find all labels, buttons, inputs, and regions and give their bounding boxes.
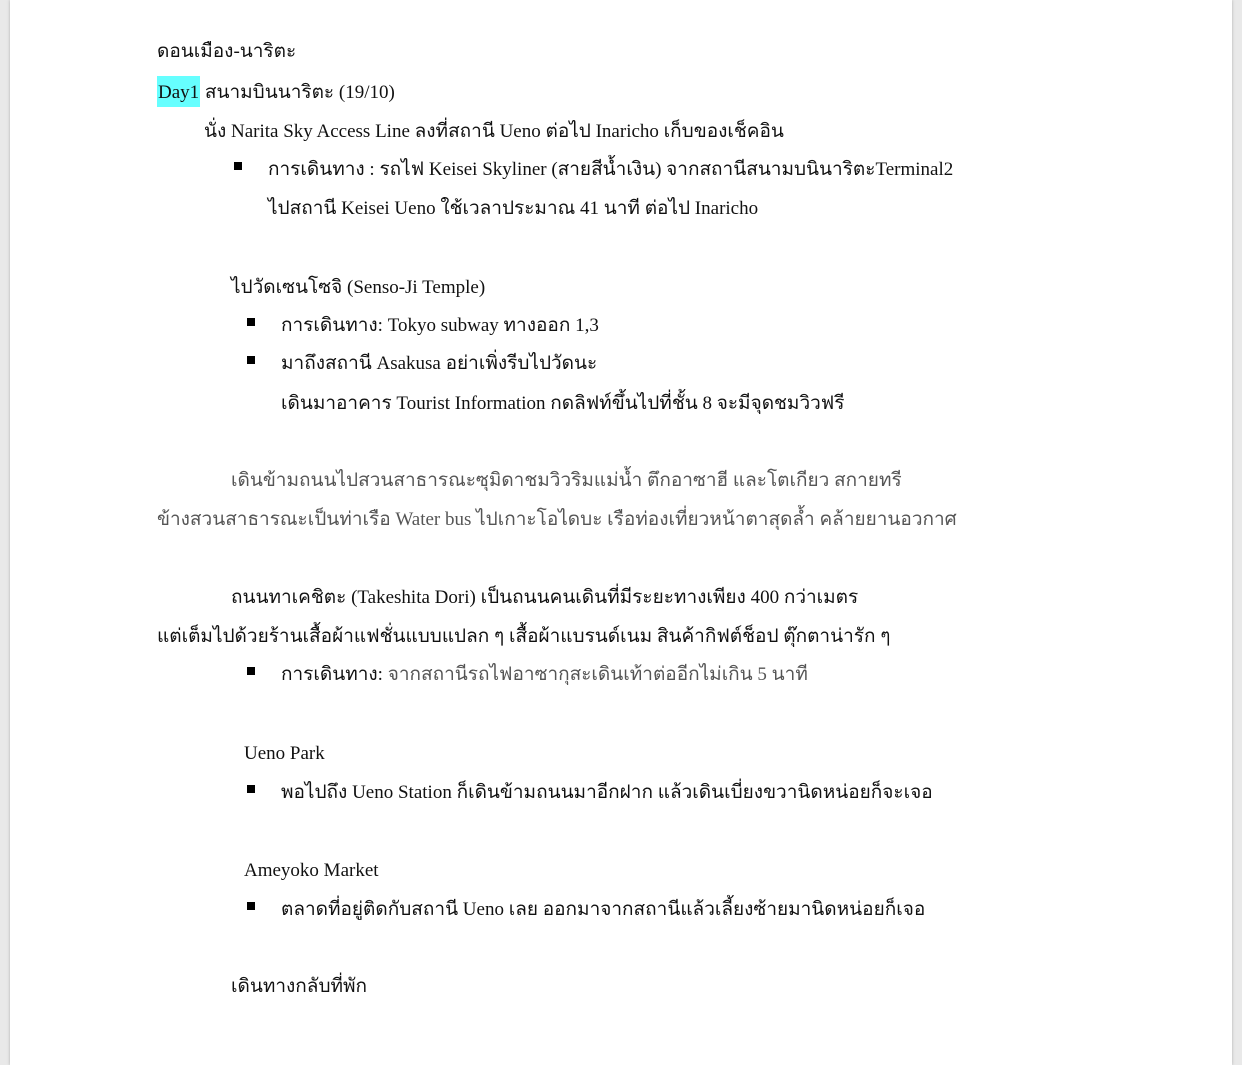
bullet-square-icon [247, 785, 255, 793]
section1-bullet1-line2: ไปสถานี Keisei Ueno ใช้เวลาประมาณ 41 นาที ต่อไป Inaricho [268, 198, 759, 219]
day1-heading-line [157, 81, 395, 105]
ameyoko-heading: Ameyoko Market [244, 860, 379, 881]
closing-text: เดินทางกลับที่พัก [231, 976, 368, 997]
bullet-square-icon [247, 356, 255, 364]
section2-heading: ไปวัดเซนโซจิ (Senso-Ji Temple) [231, 277, 486, 298]
section2-bullet2-line2: เดินมาอาคาร Tourist Information กดลิฟท์ขึ้นไปที่ชั้น 8 จะมีจุดชมวิวฟรี [281, 393, 845, 414]
intro-text: นั่ง Narita Sky Access Line ลงที่สถานี Ueno ต่อไป Inaricho เก็บของเช็คอิน [204, 121, 784, 142]
bullet-square-icon [247, 902, 255, 910]
para2-line1: ถนนทาเคชิตะ (Takeshita Dori) เป็นถนนคนเดินที่มีระยะทางเพียง 400 กว่าเมตร [231, 587, 859, 608]
bullet-square-icon [234, 162, 242, 170]
day1-tag: Day1 [157, 76, 200, 107]
section2-bullet2-line1: มาถึงสถานี Asakusa อย่าเพิ่งรีบไปวัดนะ [281, 353, 598, 374]
day1-heading: สนามบินนาริตะ (19/10) [204, 82, 395, 103]
bullet-square-icon [247, 667, 255, 675]
section2-bullet1: การเดินทาง: Tokyo subway ทางออก 1,3 [281, 315, 599, 336]
para1-line1: เดินข้ามถนนไปสวนสาธารณะซุมิดาชมวิวริมแม่น้ำ ตึกอาซาฮี และโตเกียว สกายทรี [231, 470, 902, 491]
document-page [10, 0, 1232, 1065]
para2-bullet [281, 663, 808, 687]
para2-bullet-text: จากสถานีรถไฟอาซากุสะเดินเท้าต่ออีกไม่เกิน 5 นาที [382, 664, 808, 685]
ueno-park-bullet: พอไปถึง Ueno Station ก็เดินข้ามถนนมาอีกฝาก แล้วเดินเบี่ยงขวานิดหน่อยก็จะเจอ [281, 782, 933, 803]
para1-line2: ข้างสวนสาธารณะเป็นท่าเรือ Water bus ไปเกาะโอไดบะ เรือท่องเที่ยวหน้าตาสุดล้ำ คล้ายยานอวกาศ [157, 509, 957, 530]
para2-line2: แต่เต็มไปด้วยร้านเสื้อผ้าแฟชั่นแบบแปลก ๆ เสื้อผ้าแบรนด์เนม สินค้ากิฟต์ช็อป ตุ๊กตาน่ารัก ๆ [157, 626, 891, 647]
section1-bullet1-line1: การเดินทาง : รถไฟ Keisei Skyliner (สายสีน้ำเงิน) จากสถานีสนามบนินาริตะTerminal2 [268, 159, 954, 180]
ueno-park-heading: Ueno Park [244, 743, 325, 764]
ameyoko-bullet: ตลาดที่อยู่ติดกับสถานี Ueno เลย ออกมาจากสถานีแล้วเลี้ยงซ้ายมานิดหน่อยก็เจอ [281, 899, 926, 920]
para2-bullet-label: การเดินทาง: [281, 664, 383, 685]
bullet-square-icon [247, 318, 255, 326]
document-title: ดอนเมือง-นาริตะ [157, 41, 297, 62]
